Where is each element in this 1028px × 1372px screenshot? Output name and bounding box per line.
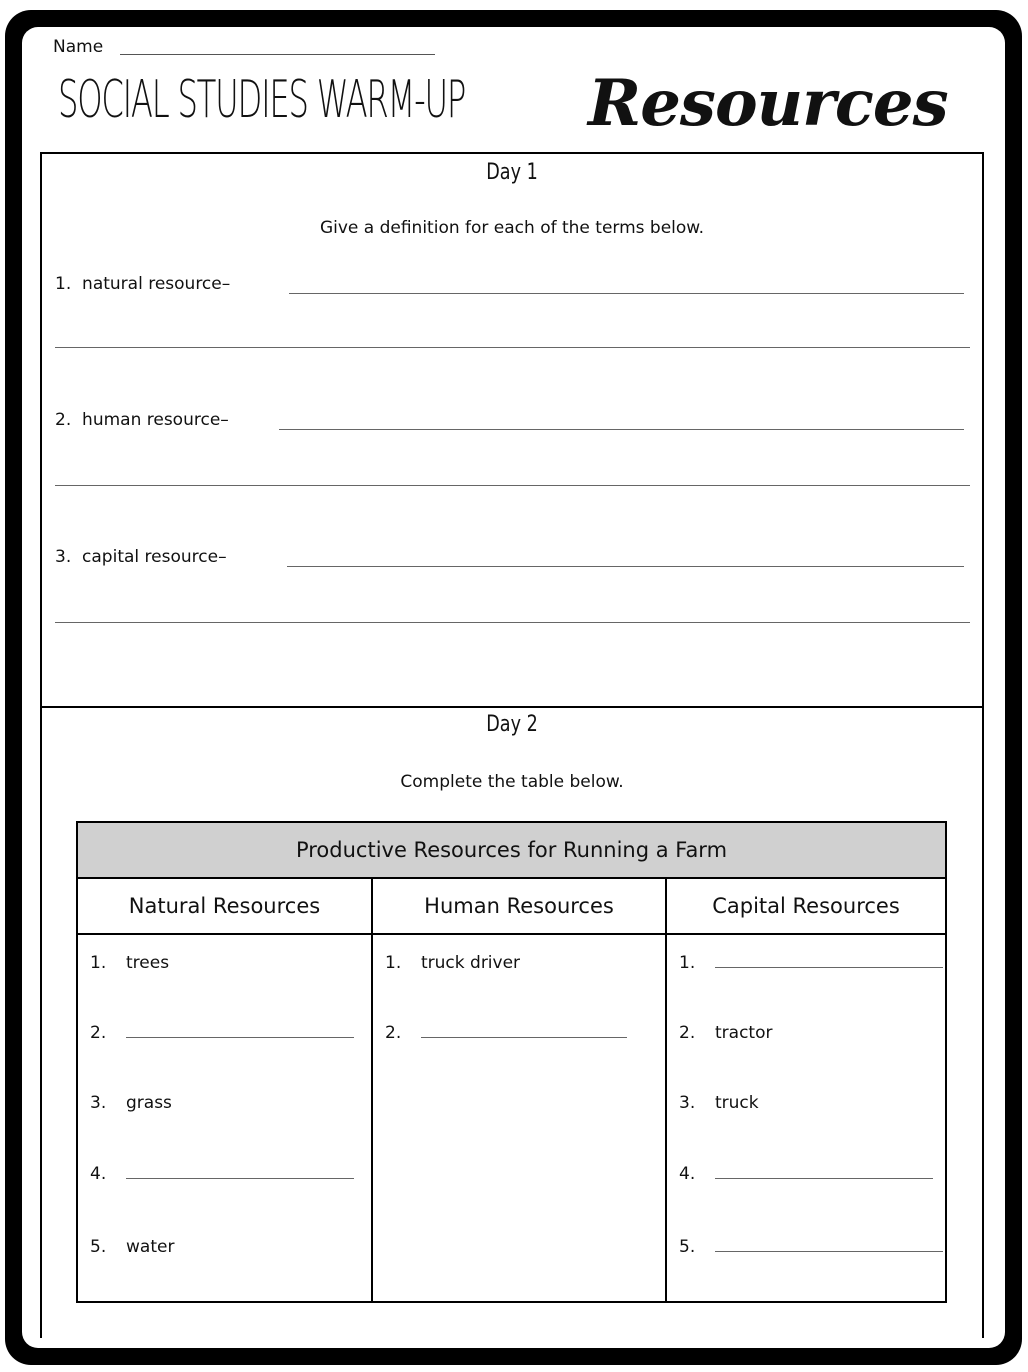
question-number: 2.: [55, 410, 72, 430]
day1-instruction: Give a definition for each of the terms below.: [319, 218, 705, 238]
list-item: 1.: [679, 953, 943, 973]
list-item: 3. grass: [90, 1093, 172, 1113]
name-field[interactable]: [120, 54, 435, 55]
blank-field[interactable]: [421, 1025, 627, 1038]
list-item: 4.: [679, 1164, 933, 1184]
list-item: 2.: [90, 1023, 354, 1043]
list-item: 1. trees: [90, 953, 170, 973]
resources-table: [76, 821, 947, 1303]
list-item: 2.: [385, 1023, 627, 1043]
question-number: 1.: [55, 274, 72, 294]
worksheet-topic: Resources: [588, 66, 948, 141]
question-term: natural resource–: [82, 274, 231, 294]
list-item: 3. truck: [679, 1093, 759, 1113]
item-value: truck: [715, 1093, 759, 1113]
blank-field[interactable]: [715, 1166, 933, 1179]
item-value: trees: [126, 953, 170, 973]
list-item: 2. tractor: [679, 1023, 773, 1043]
answer-line[interactable]: [55, 622, 970, 623]
blank-field[interactable]: [715, 1239, 943, 1252]
list-item: 5. water: [90, 1237, 175, 1257]
natural-column: [77, 934, 372, 1302]
day1-label: Day 1: [486, 160, 538, 185]
column-header-human: Human Resources: [372, 878, 666, 934]
answer-line[interactable]: [55, 347, 970, 348]
answer-line[interactable]: [287, 566, 964, 567]
day2-instruction: Complete the table below.: [400, 772, 624, 792]
day2-label: Day 2: [486, 712, 538, 737]
item-value: truck driver: [421, 953, 521, 973]
blank-field[interactable]: [715, 955, 943, 968]
question-number: 3.: [55, 547, 72, 567]
answer-line[interactable]: [289, 293, 964, 294]
day1-section: [40, 152, 984, 708]
question-term: capital resource–: [82, 547, 227, 567]
column-header-capital: Capital Resources: [666, 878, 946, 934]
question-3: [55, 547, 227, 567]
column-header-natural: Natural Resources: [77, 878, 372, 934]
human-column: [372, 934, 666, 1302]
list-item: 5.: [679, 1237, 943, 1257]
question-1: [55, 274, 230, 294]
blank-field[interactable]: [126, 1025, 354, 1038]
table-title: Productive Resources for Running a Farm: [77, 822, 946, 878]
list-item: 4.: [90, 1164, 354, 1184]
list-item: 1. truck driver: [385, 953, 521, 973]
item-value: water: [126, 1237, 175, 1257]
name-label: Name: [53, 37, 104, 57]
capital-column: [666, 934, 946, 1302]
answer-line[interactable]: [55, 485, 970, 486]
blank-field[interactable]: [126, 1166, 354, 1179]
answer-line[interactable]: [279, 429, 964, 430]
question-term: human resource–: [82, 410, 229, 430]
item-value: grass: [126, 1093, 172, 1113]
item-value: tractor: [715, 1023, 773, 1043]
question-2: [55, 410, 229, 430]
worksheet-title: SOCIAL STUDIES WARM-UP: [58, 70, 466, 130]
